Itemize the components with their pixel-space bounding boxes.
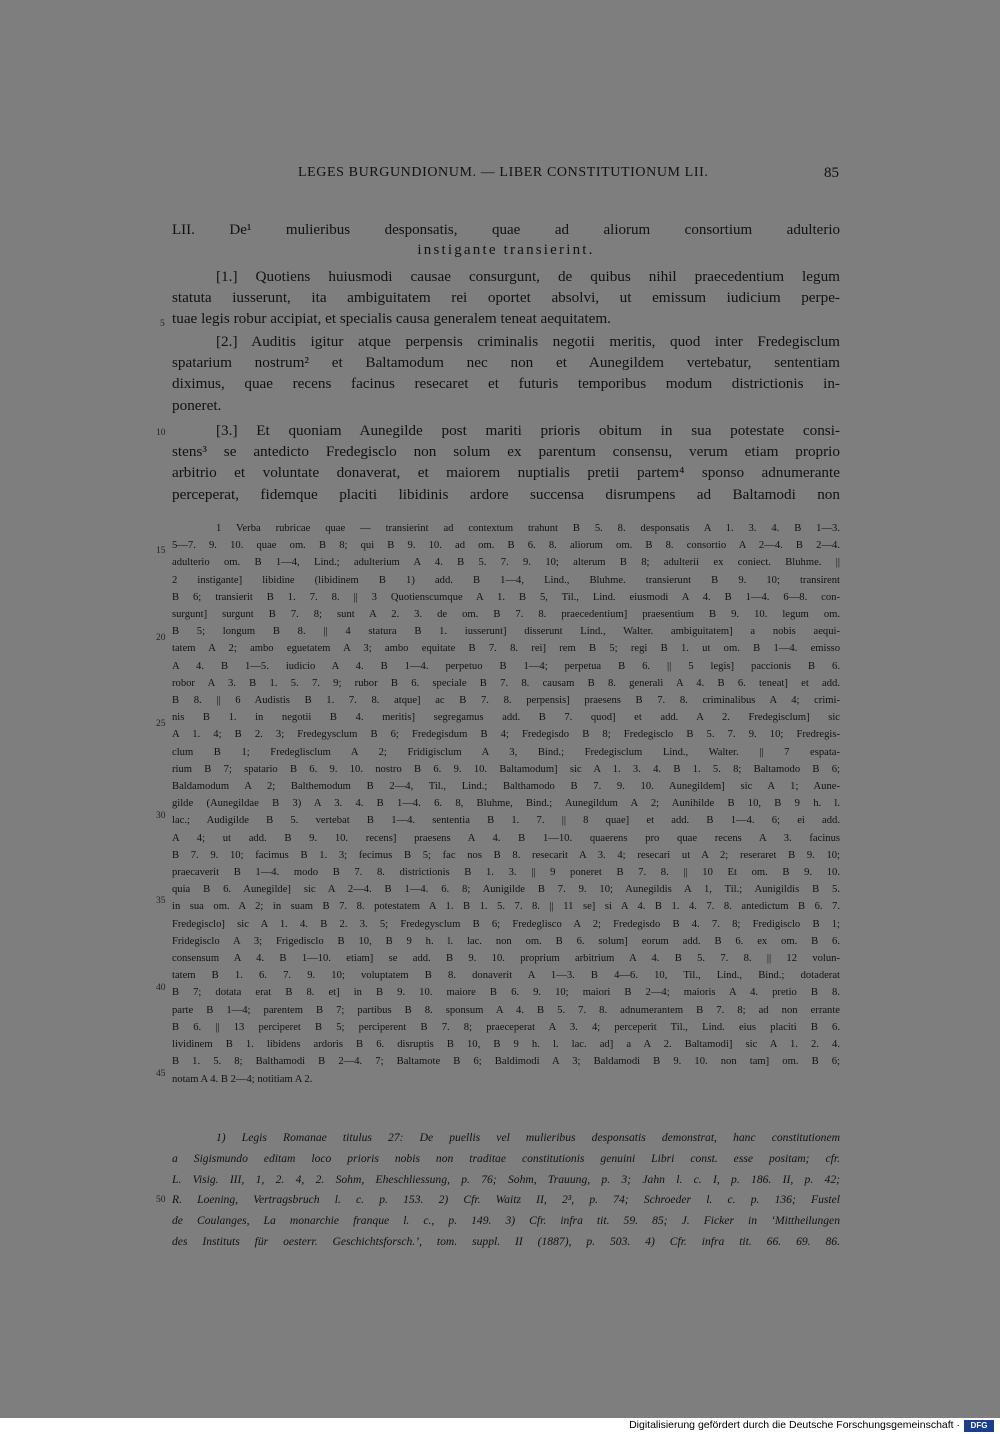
paragraph-3 (172, 420, 840, 505)
apparatus-line: A 1. 4; B 2. 3; Fredegysclum B 6; Fredegisdum B 4; Fredegisdo B 8; Fredegisclo B 5. 7. 9. 10; Fredregis- (172, 729, 840, 741)
apparatus-line: Baldamodum A 2; Balthemodum B 2—4, Til., Lind.; Balthamodo B 7. 9. 10. Aunegildem] sic A 1; Aune- (172, 781, 840, 793)
paragraph-2 (172, 331, 840, 416)
apparatus-line: B 5; longum B 8. || 4 statura B 1. iusserunt] disserunt Lind., Walter. ambiguitatem] a nobis aequi- (172, 626, 840, 638)
apparatus-line: tatem B 1. 6. 7. 9. 10; voluptatem B 8. donaverit A 1—3. B 4—6. 10, Til., Lind., Bind.; dotaderat (172, 970, 840, 982)
text-line: perceperat, fidemque placiti libidinis ardore succensa disrumpens ad Baltamodi non (172, 485, 840, 503)
apparatus-line: A 4. B 1—5. iudicio A 4. B 1—4. perpetuo B 1—4; perpetua B 6. || 5 legis] paccionis B 6. (172, 660, 840, 672)
footnote-line: 1) Legis Romanae titulus 27: De puellis vel mulieribus desponsatis demonstrat, hanc constitutionem (216, 1131, 840, 1144)
apparatus-line: B 7. 9. 10; facimus B 1. 3; fecimus B 5; fac nos B 8. resecarit A 3. 4; resecari ut A 2; reseraret B 9. 10; (172, 849, 840, 861)
apparatus-line: Fridegisclo A 3; Frigedisclo B 10, B 9 h. l. lac. non om. B 6. solum] eorum add. B 6. ex om. B 6. (172, 935, 840, 947)
critical-apparatus (172, 520, 840, 1088)
text-line: [2.] Auditis igitur atque perpensis criminalis negotii meritis, quod inter Fredegisclum (216, 333, 840, 350)
apparatus-line: 1 Verba rubricae quae — transierint ad contextum trahunt B 5. 8. desponsatis A 1. 3. 4. B 1—3. (216, 523, 840, 534)
apparatus-line: lac.; Audigilde B 5. vertebat B 1—4. sententia B 1. 7. || 8 quae] et add. B 1—4. 6; ei add. (172, 815, 840, 827)
text-line: spatarium nostrum² et Baltamodum nec non et Aunegildem vertebatur, sententiam (172, 354, 840, 372)
text-line: statuta iusserunt, ita ambiguitatem rei oportet absolvi, ut emissum iudicium perpe- (172, 289, 840, 307)
line-number-30: 30 (156, 811, 166, 821)
apparatus-line: Fredegisclo] sic A 1. 4. B 2. 3. 5; Fredegysclum B 6; Fredeglisco A 2; Fredegisdo B 4. 7. 8; Fredigisclo B 1; (172, 918, 840, 930)
apparatus-line: tatem A 2; ambo eguetatem A 3; ambo equitate B 7. 8. rei] rem B 5; regi B 1. ut om. B 1—4. emisso (172, 643, 840, 655)
apparatus-line: B 6; transierit B 1. 7. 8. || 3 Quotienscumque A 1. B 5, Til., Lind. eiusmodi A 4. B 1—4. 6—8. con- (172, 591, 840, 603)
apparatus-line: A 4; ut add. B 9. 10. recens] praesens A 4. B 1—10. quaerens pro quae recens A 3. facinus (172, 832, 840, 844)
apparatus-line: robor A 3. B 1. 5. 7. 9; rubor B 6. speciale B 7. 8. causam B 8. generali A 4. B 6. teneat] et add. (172, 677, 840, 689)
apparatus-line: surgunt] surgunt B 7. 8; sunt A 2. 3. de om. B 7. 8. praecedentium] praesentium B 9. 10. legum om. (172, 609, 840, 621)
apparatus-line: consensum A 4. B 1—10. etiam] se add. B 9. 10. proprium arbitrium A 4. B 5. 7. 8. || 12 volun- (172, 953, 840, 965)
digitization-footer (0, 1418, 1000, 1434)
digitization-credit: Digitalisierung gefördert durch die Deutsche Forschungsgemeinschaft · (629, 1419, 960, 1431)
apparatus-line: parte B 1—4; parentem B 7; partibus B 8. sponsum A 4. B 5. 7. 8. adnumerantem B 7. 8; ad non errante (172, 1004, 840, 1016)
apparatus-line: quia B 6. Aunegilde] sic A 2—4. B 1—4. 6. 8; Aunigilde B 7. 9. 10; Aunegildis A 1, Til.; Aunigildis B 5. (172, 884, 840, 896)
page-number: 85 (824, 165, 839, 181)
apparatus-line: B 7; dotata erat B 8. et] in B 9. 10. maiore B 6. 9. 10; maiori B 2—4; maioris A 4. pretio B 8. (172, 987, 840, 999)
apparatus-line: 2 instigante] libidine (libidinem B 1) add. B 1—4, Lind., Bluhme. transierunt B 9. 10; transirent (172, 574, 840, 586)
apparatus-line: lividinem B 1. libidens ardoris B 6. disruptis B 10, B 9 h. l. lac. ad] a A 2. Baltamodi] sic A 1. 2. 4. (172, 1039, 840, 1051)
apparatus-line: 5—7. 9. 10. quae om. B 8; qui B 9. 10. ad om. B 6. 8. aliorum om. B 8. consortio A 2—4. B 2—4. (172, 540, 840, 552)
running-title: LEGES BURGUNDIONUM. — LIBER CONSTITUTIONUM LII. (298, 165, 709, 180)
text-line: [1.] Quotiens huiusmodi causae consurgunt, de quibus nihil praecedentium legum (216, 268, 840, 285)
footnote-line: L. Visig. III, 1, 2. 4, 2. Sohm, Eheschliessung, p. 76; Sohm, Trauung, p. 3; Jahn l. c. I, p. 186. II, p. 42; (172, 1172, 840, 1186)
line-number-20: 20 (156, 633, 166, 643)
apparatus-line: in sua om. A 2; in suam B 7. 8. potestatem A 1. B 1. 5. 7. 8. || 11 se] si A 4. B 1. 4. 7. 8. antedictum B 6. 7. (172, 901, 840, 913)
apparatus-line: B 6. || 13 perciperet B 5; perciperent B 7. 8; praeceperat A 3. 4; perceperit Til., Lind. eius placiti B 6. (172, 1021, 840, 1033)
apparatus-line: adulterio om. B 1—4, Lind.; adulterium A 4. B 5. 7. 9. 10; alterum B 8; adulterii ex coniect. Bluhme. || (172, 557, 840, 569)
text-line: poneret. (172, 396, 222, 414)
footnote-line: de Coulanges, La monarchie franque l. c., p. 149. 3) Cfr. infra tit. 59. 85; J. Ficker in ‘Mittheilungen (172, 1214, 840, 1228)
footnotes (172, 1128, 840, 1253)
text-line: [3.] Et quoniam Aunegilde post mariti prioris obitum in sua potestate consi- (216, 422, 840, 439)
line-number-45: 45 (156, 1069, 166, 1079)
line-number-10: 10 (156, 428, 166, 438)
paragraph-1 (172, 266, 840, 330)
footnote-line: R. Loening, Vertragsbruch l. c. p. 153. 2) Cfr. Waitz II, 2³, p. 74; Schroeder l. c. p. 136; Fustel (172, 1193, 840, 1207)
apparatus-line: B 8. || 6 Audistis B 1. 7. 8. atque] ac B 7. 8. perpensis] praesens B 7. 8. criminalibus A 4; crimi- (172, 695, 840, 707)
text-line: tuae legis robur accipiat, et specialis causa generalem teneat aequitatem. (172, 310, 611, 328)
chapter-heading-line-2: instigante transierint. (417, 242, 595, 258)
line-number-35: 35 (156, 896, 166, 906)
text-line: arbitrio et voluntate donaverat, et maiorem nuptialis pretii partem⁴ sponso adnumerante (172, 464, 840, 482)
apparatus-line: B 1. 5. 8; Balthamodi B 2—4. 7; Baltamote B 6; Baldimodi A 3; Baldamodi B 9. 10. non tam] om. B 6; (172, 1056, 840, 1068)
apparatus-line: nis B 1. in negotii B 4. meritis] segregamus add. B 7. quod] et add. A 2. Fredegisclum] sic (172, 712, 840, 724)
line-number-50: 50 (156, 1195, 166, 1205)
apparatus-line: gilde (Aunegildae B 3) A 3. 4. B 1—4. 6. 8, Bluhme, Bind.; Aunegildum A 2; Aunihilde B 10, B 9 h. l. (172, 798, 840, 810)
dfg-logo-icon: DFG (964, 1420, 994, 1432)
apparatus-line: praecaverit B 1—4. modo B 7. 8. districtionis B 1. 3. || 9 poneret B 7. 8. || 10 Et om. B 9. 10. (172, 867, 840, 879)
chapter-heading (172, 220, 840, 260)
chapter-heading-line-1: LII. De¹ mulieribus desponsatis, quae ad aliorum consortium adulterio (172, 222, 840, 238)
line-number-5: 5 (160, 319, 165, 329)
text-line: diximus, quae recens facinus resecaret et futuris temporibus modum districtionis in- (172, 375, 840, 393)
text-line: stens³ se antedicto Fredegisclo non solum ex parentum consensu, verum etiam proprio (172, 443, 840, 461)
line-number-15: 15 (156, 546, 166, 556)
footnote-line: des Instituts für oesterr. Geschichtsforsch.’, tom. suppl. II (1887), p. 503. 4) Cfr. infra tit. 66. 69. 86. (172, 1234, 840, 1248)
running-header (160, 165, 845, 187)
apparatus-line: notam A 4. B 2—4; notitiam A 2. (172, 1073, 313, 1085)
line-number-25: 25 (156, 719, 166, 729)
apparatus-line: rium B 7; spatario B 6. 9. 10. nostro B 6. 9. 10. Baltamodum] sic A 1. 3. 4. B 1. 5. 8; Baltamodo B 6; (172, 763, 840, 775)
footnote-line: a Sigismundo editam loco prioris nobis non traditae constitutionis genuini Libri const. esse positam; cfr. (172, 1151, 840, 1165)
apparatus-line: clum B 1; Fredeglisclum A 2; Fridigisclum A 3, Bind.; Fredegisclum Lind., Walter. || 7 espata- (172, 746, 840, 758)
line-number-40: 40 (156, 983, 166, 993)
